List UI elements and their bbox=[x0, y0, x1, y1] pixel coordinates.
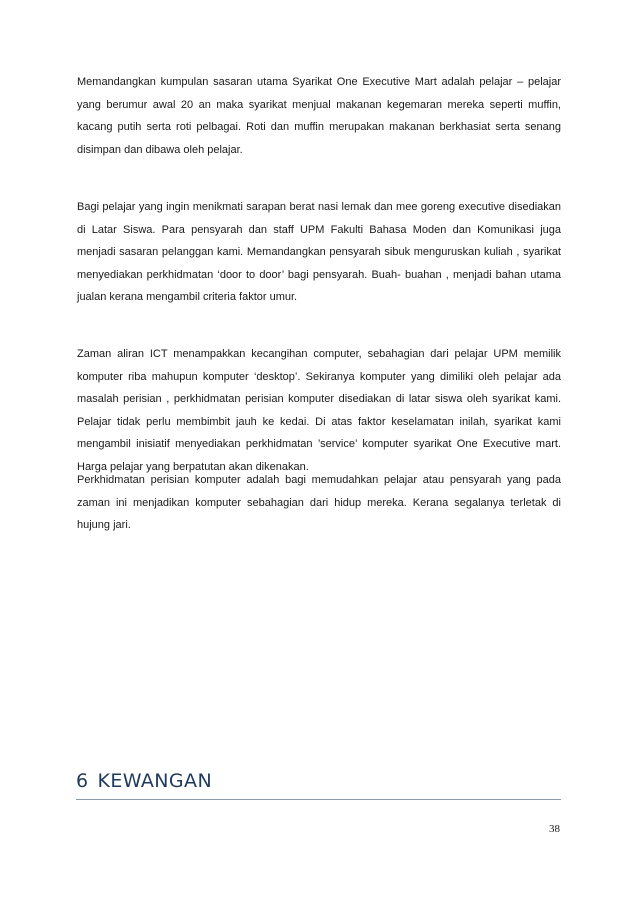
paragraph-computer-service: Zaman aliran ICT menampakkan kecangihan computer, sebahagian dari pelajar UPM memilik komputer riba mahupun komputer ‘desktop’. Sekiranya komputer yang dimiliki oleh pelajar ada masalah perisian , perkhidmatan perisian komputer disediakan di latar siswa oleh syarikat kami. Pelajar tidak perlu membimbit jauh ke kedai. Di atas faktor keselamatan inilah, syarikat kami mengambil inisiatif menyediakan perkhidmatan ’service’ komputer syarikat One Executive mart. Harga pelajar yang berpatutan akan dikenakan. bbox=[77, 348, 561, 473]
paragraph-software-service: Perkhidmatan perisian komputer adalah bagi memudahkan pelajar atau pensyarah yang pada zaman ini menjadikan komputer sebahagian dari hidup mereka. Kerana segalanya terletak di hujung jari. bbox=[77, 474, 561, 531]
paragraph-target-customers: Memandangkan kumpulan sasaran utama Syarikat One Executive Mart adalah pelajar – pelajar yang berumur awal 20 an maka syarikat menjual makanan kegemaran mereka seperti muffin, kacang putih serta roti pelbagai. Roti dan muffin merupakan makanan berkhasiat serta senang disimpan dan dibawa oleh pelajar. bbox=[77, 76, 561, 156]
section-title: KEWANGAN bbox=[97, 770, 213, 792]
section-number: 6 bbox=[76, 770, 89, 792]
paragraph-breakfast-and-lecturers: Bagi pelajar yang ingin menikmati sarapan berat nasi lemak dan mee goreng executive disediakan di Latar Siswa. Para pensyarah dan staff UPM Fakulti Bahasa Moden dan Komunikasi juga menjadi sasaran pelanggan kami. Memandangkan pensyarah sibuk menguruskan kuliah , syarikat menyediakan perkhidmatan ‘door to door’ bagi pensyarah. Buah- buahan , menjadi bahan utama jualan kerana mengambil criteria faktor umur. bbox=[77, 201, 561, 303]
page-number: 38 bbox=[549, 823, 560, 835]
heading-underline bbox=[76, 799, 561, 800]
section-heading bbox=[76, 767, 561, 795]
